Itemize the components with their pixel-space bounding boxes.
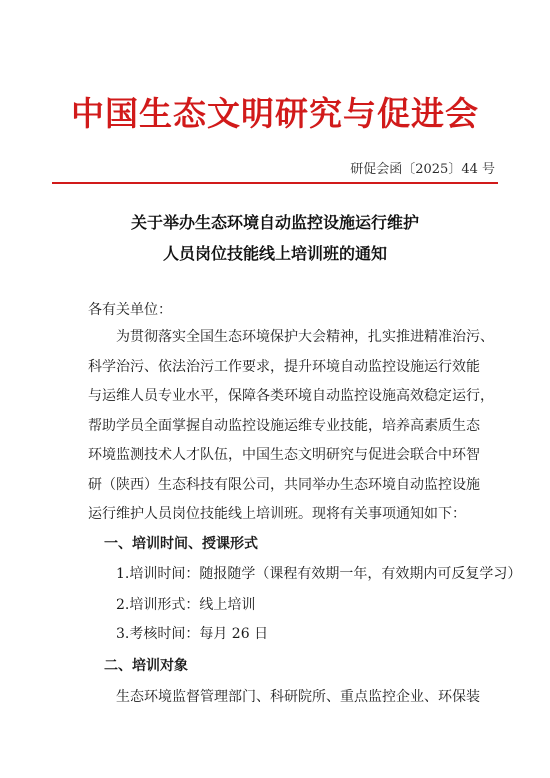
- notice-title-line-2: 人员岗位技能线上培训班的通知: [162, 244, 387, 263]
- paragraph-line: 科学治污、依法治污工作要求，提升环境自动监控设施运行效能: [88, 358, 480, 375]
- org-title: 中国生态文明研究与促进会: [71, 94, 479, 133]
- notice-title: [0, 207, 550, 269]
- document-number: 研促会函〔2025〕44 号: [350, 162, 495, 177]
- section-1-item: 2.培训形式：线上培训: [116, 597, 256, 613]
- intro-paragraph: [88, 323, 494, 530]
- paragraph-line: 环境监测技术人才队伍，中国生态文明研究与促进会联合中环智: [88, 447, 480, 463]
- section-1-item: 1.培训时间：随报随学（课程有效期一年，有效期内可反复学习）: [116, 566, 522, 582]
- paragraph-line: 研（陕西）生态科技有限公司，共同举办生态环境自动监控设施: [88, 476, 480, 493]
- salutation: 各有关单位：: [88, 302, 172, 318]
- section-1-item: 3.考核时间：每月 26 日: [116, 626, 269, 642]
- section-1-heading: 一、培训时间、授课形式: [104, 536, 258, 552]
- notice-title-line-1: 关于举办生态环境自动监控设施运行维护: [130, 213, 419, 232]
- section-2-text: 生态环境监督管理部门、科研院所、重点监控企业、环保装: [116, 689, 480, 705]
- paragraph-line: 运行维护人员岗位技能线上培训班。现将有关事项通知如下：: [88, 506, 466, 522]
- red-divider-line: [52, 182, 498, 184]
- paragraph-line: 为贯彻落实全国生态环境保护大会精神，扎实推进精准治污、: [116, 329, 494, 345]
- paragraph-line: 帮助学员全面掌握自动监控设施运维专业技能，培养高素质生态: [88, 417, 480, 434]
- paragraph-line: 与运维人员专业水平，保障各类环境自动监控设施高效稳定运行，: [88, 388, 494, 404]
- section-2-heading: 二、培训对象: [104, 658, 188, 674]
